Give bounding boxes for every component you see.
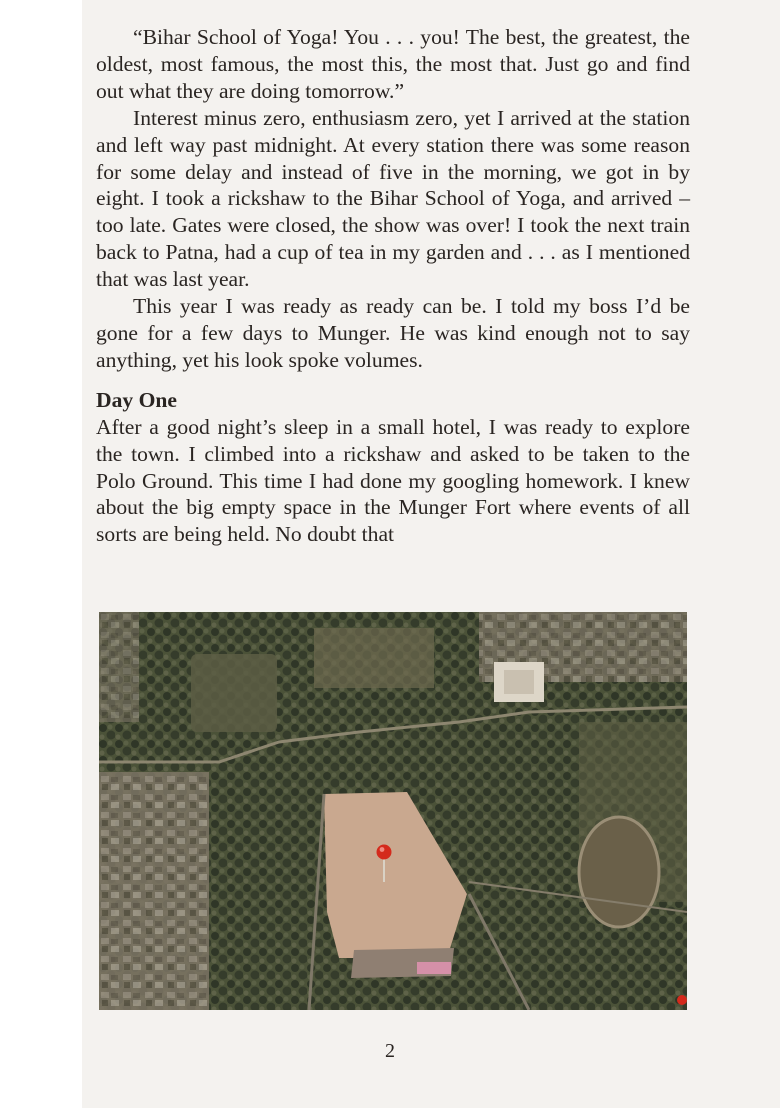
map-pin-icon [377,845,392,860]
page-text [96,24,690,548]
paragraph-3: This year I was ready as ready can be. I told my boss I’d be gone for a few days to Munger. He was kind enough not to say anything, yet his look spoke volumes. [96,294,690,372]
satellite-photo [99,612,687,1010]
section-heading: Day One [96,387,177,412]
page-number: 2 [385,1040,395,1062]
paragraph-2: Interest minus zero, enthusiasm zero, yet I arrived at the station and left way past midnight. At every station there was some reason for some delay and instead of five in the morning, we got in by eight. I took a rickshaw to the Bihar School of Yoga, and arrived – too late. Gates were closed, the show was over! I took the next train back to Patna, had a cup of tea in my garden and . . . as I mentioned that was last year. [96,105,690,292]
paragraph-1: “Bihar School of Yoga! You . . . you! The best, the greatest, the oldest, most famous, the most this, the most that. Just go and find out what they are doing tomorrow.” [96,25,690,103]
paragraph-4: After a good night’s sleep in a small hotel, I was ready to explore the town. I climbed into a rickshaw and asked to be taken to the Polo Ground. This time I had done my googling homework. I knew about the big empty space in the Munger Fort where events of all sorts are being held. No doubt that [96,414,690,547]
